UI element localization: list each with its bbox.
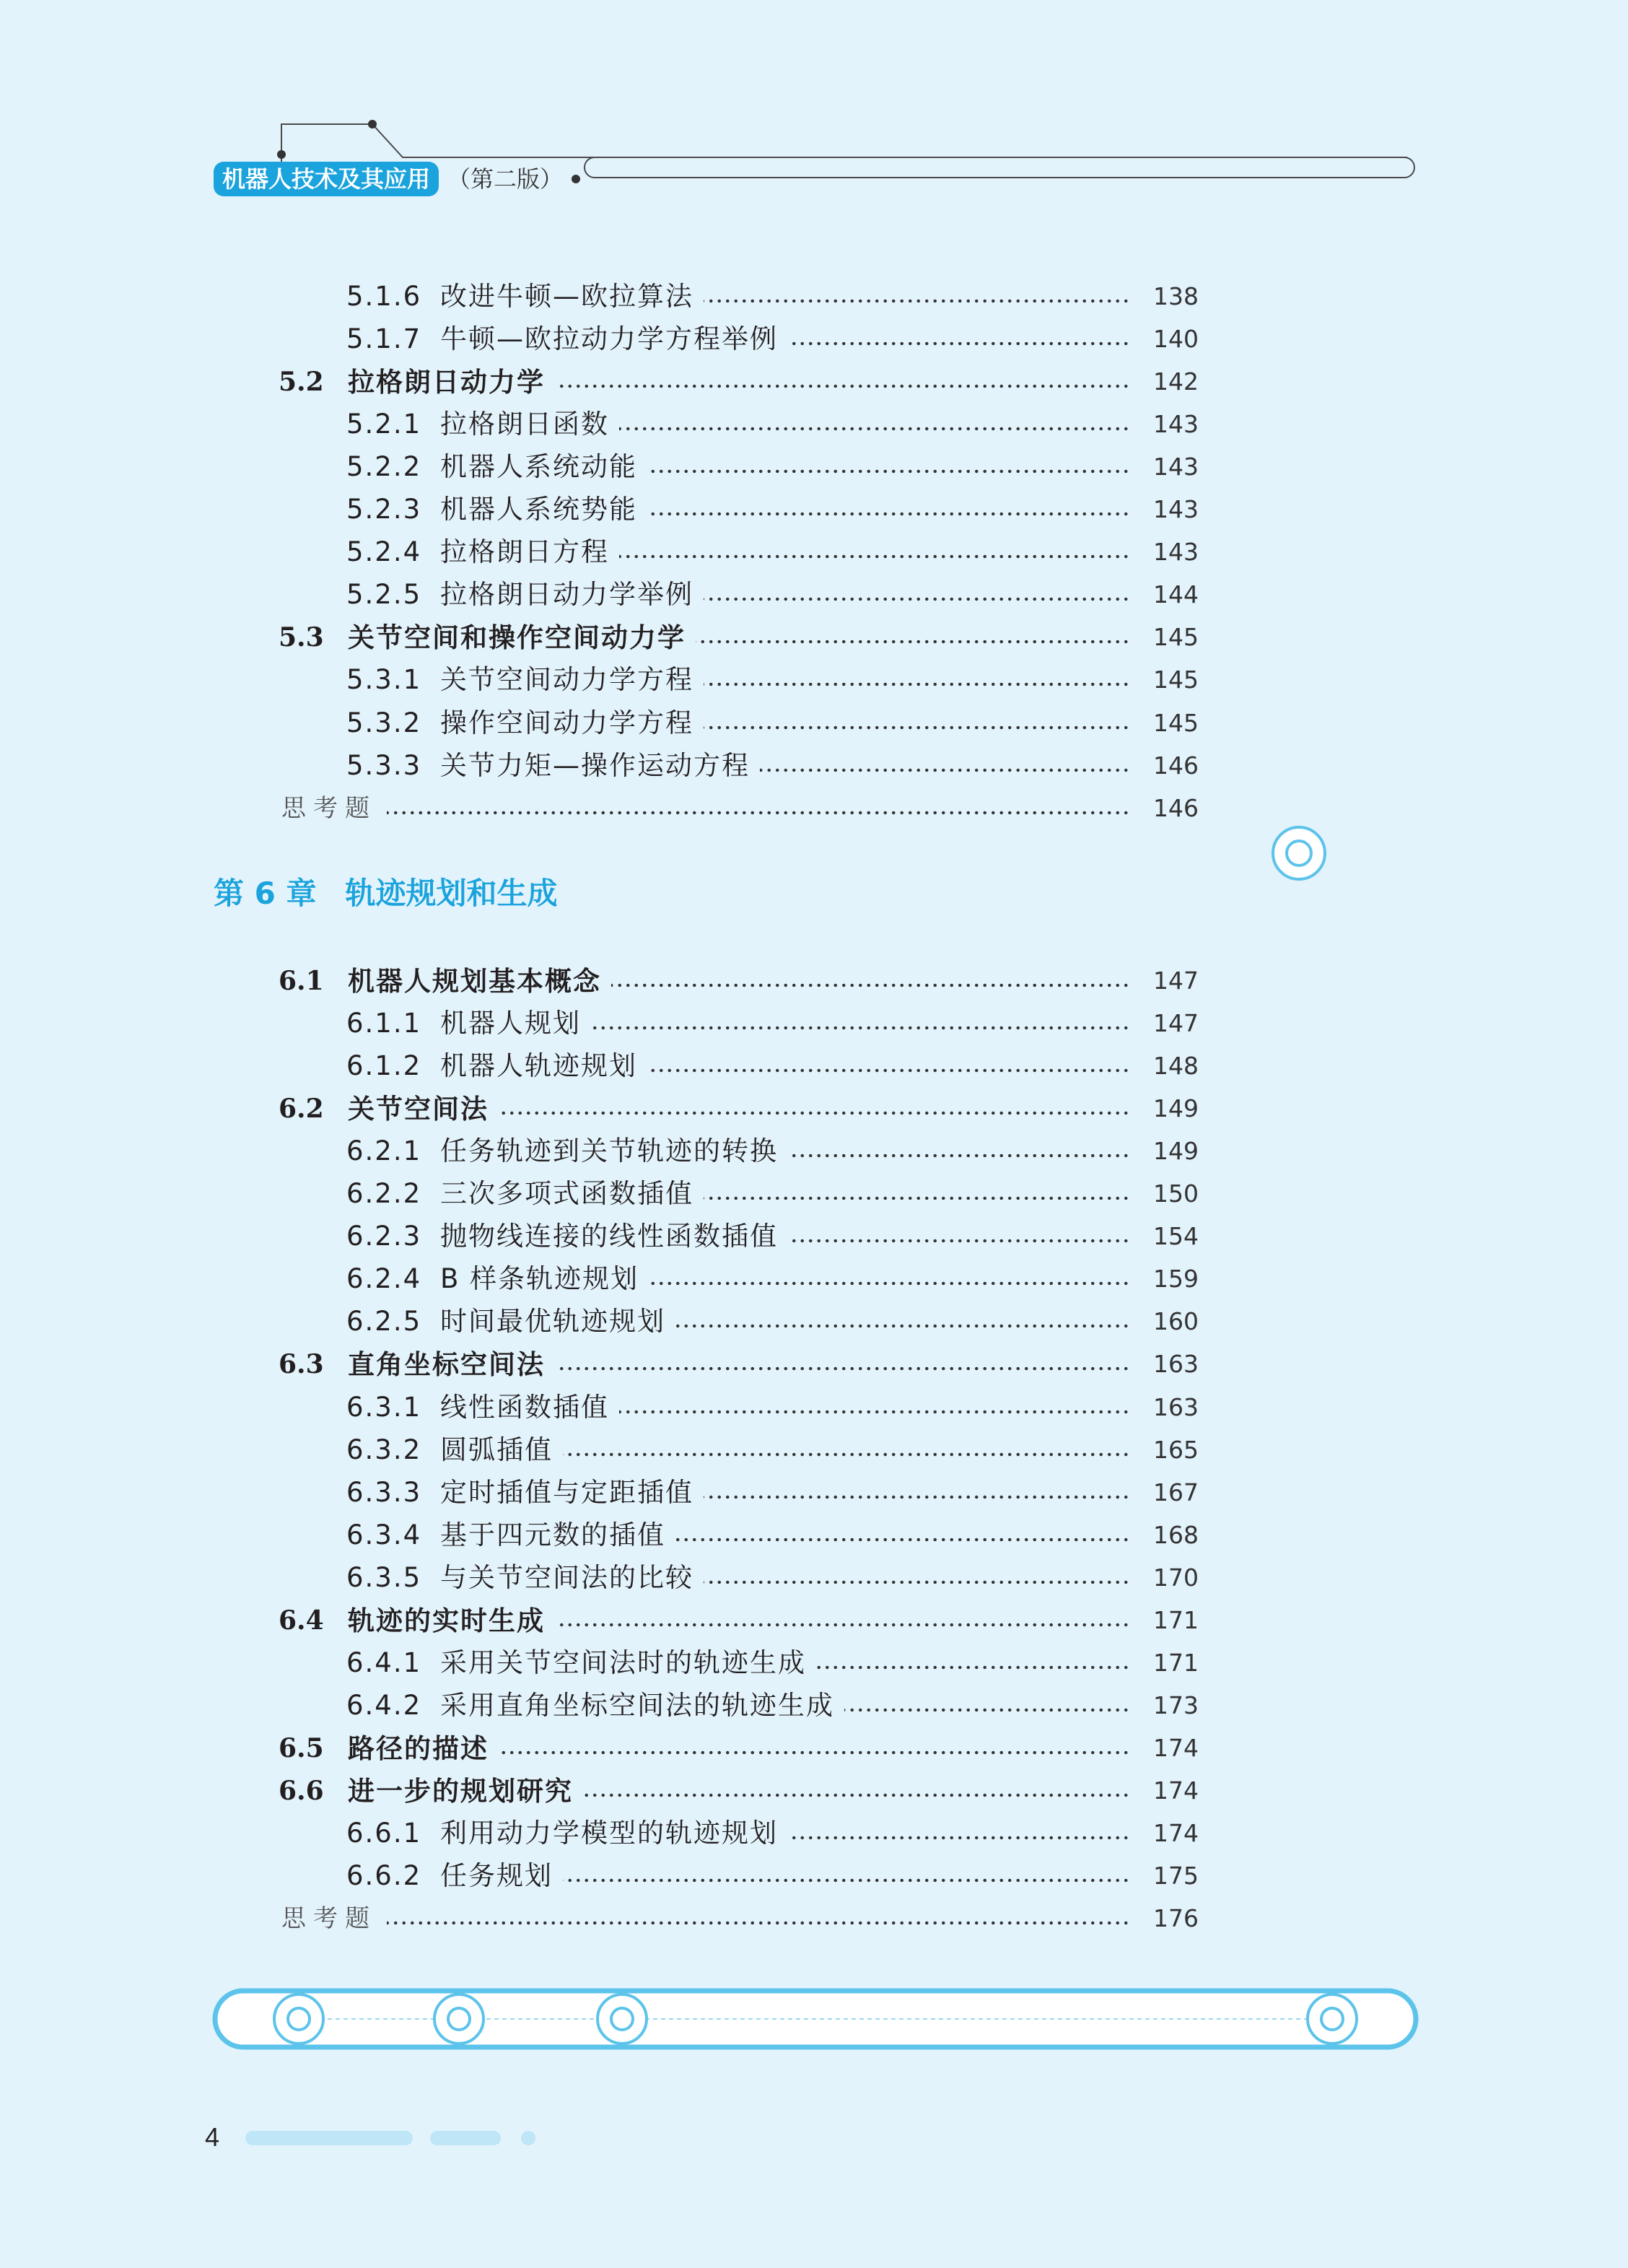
page-number: 4 xyxy=(205,2122,220,2152)
toc-entry-title: 思考题 xyxy=(281,794,377,823)
toc-row xyxy=(0,1773,1628,1809)
running-header xyxy=(209,115,1422,202)
toc-entry-title: 任务规划 xyxy=(440,1860,553,1891)
toc-dot-leader xyxy=(704,1495,1130,1499)
toc-section-number: 6.6 xyxy=(279,1776,324,1806)
toc-section-number: 6.5 xyxy=(279,1733,324,1763)
toc-entry-title: 关节空间和操作空间动力学 xyxy=(348,621,686,653)
toc-page-number: 150 xyxy=(1153,1179,1199,1208)
toc-entry-title: 圆弧插值 xyxy=(440,1434,553,1465)
toc-section-number: 6.4.1 xyxy=(346,1647,422,1678)
toc-dot-leader xyxy=(649,1281,1130,1286)
toc-section-number: 6.2 xyxy=(279,1094,324,1124)
toc-dot-leader xyxy=(619,427,1130,431)
toc-entry-title: 时间最优轨迹规划 xyxy=(440,1306,665,1337)
toc-entry-title: 关节空间法 xyxy=(348,1093,489,1125)
toc-page-number: 146 xyxy=(1153,794,1199,822)
toc-row xyxy=(0,662,1628,698)
toc-page-number: 174 xyxy=(1153,1734,1199,1762)
toc-dot-leader xyxy=(760,768,1130,772)
toc-row xyxy=(0,1176,1628,1212)
toc-section-number: 5.2.4 xyxy=(346,536,422,567)
toc-row xyxy=(0,1304,1628,1340)
toc-dot-leader xyxy=(647,1068,1130,1073)
toc-dot-leader xyxy=(704,597,1130,601)
toc-row xyxy=(0,1730,1628,1766)
toc-row xyxy=(0,1815,1628,1852)
toc-row xyxy=(0,748,1628,784)
toc-entry-title: 基于四元数的插值 xyxy=(440,1519,665,1550)
toc-dot-leader xyxy=(619,1410,1130,1414)
toc-dot-leader xyxy=(788,341,1130,346)
toc-dot-leader xyxy=(816,1665,1130,1670)
toc-entry-title: 抛物线连接的线性函数插值 xyxy=(440,1221,778,1252)
toc-entry-title: 拉格朗日动力学举例 xyxy=(440,579,693,610)
toc-row xyxy=(0,1091,1628,1127)
toc-page-number: 145 xyxy=(1153,623,1199,651)
toc-dot-leader xyxy=(844,1708,1130,1712)
toc-row xyxy=(0,1517,1628,1553)
toc-dot-leader xyxy=(647,469,1130,474)
toc-dot-leader xyxy=(675,1538,1130,1542)
toc-dot-leader xyxy=(555,384,1130,388)
toc-dot-leader xyxy=(704,1196,1130,1200)
toc-dot-leader xyxy=(499,1111,1130,1115)
toc-section-number: 6.1.2 xyxy=(346,1050,422,1081)
toc-entry-title: 采用关节空间法时的轨迹生成 xyxy=(440,1647,806,1678)
toc-section-number: 6.6.2 xyxy=(346,1860,422,1891)
toc-section-number: 6.6.1 xyxy=(346,1818,422,1849)
toc-page-number: 144 xyxy=(1153,580,1199,609)
toc-section-number: 6.4.2 xyxy=(346,1690,422,1721)
toc-entry-title: 进一步的规划研究 xyxy=(348,1775,573,1807)
toc-entry-title: 操作空间动力学方程 xyxy=(440,707,693,738)
toc-section-number: 6.3.2 xyxy=(346,1434,422,1465)
toc-dot-leader xyxy=(555,1623,1130,1627)
toc-dot-leader xyxy=(647,512,1130,516)
toc-entry-title: 与关节空间法的比较 xyxy=(440,1562,693,1593)
toc-page-number: 154 xyxy=(1153,1222,1199,1250)
toc-page-number: 165 xyxy=(1153,1436,1199,1464)
toc-page-number: 143 xyxy=(1153,453,1199,481)
toc-section-number: 5.2.1 xyxy=(346,409,422,440)
toc-dot-leader xyxy=(387,1921,1130,1925)
toc-section-number: 6.1.1 xyxy=(346,1008,422,1039)
toc-row xyxy=(0,1261,1628,1297)
toc-questions-row xyxy=(0,1901,1628,1937)
toc-row xyxy=(0,1688,1628,1724)
toc-section-number: 6.3.4 xyxy=(346,1519,422,1550)
toc-page-number: 148 xyxy=(1153,1052,1199,1080)
toc-row xyxy=(0,1390,1628,1426)
toc-row xyxy=(0,1858,1628,1894)
edition-label: （第二版） xyxy=(447,165,564,193)
toc-page-number: 149 xyxy=(1153,1137,1199,1165)
toc-section-number: 5.2.3 xyxy=(346,494,422,525)
toc-dot-leader xyxy=(387,811,1130,815)
toc-page-number: 147 xyxy=(1153,967,1199,995)
toc-row xyxy=(0,1006,1628,1042)
toc-entry-title: 路径的描述 xyxy=(348,1732,489,1764)
toc-entry-title: 任务轨迹到关节轨迹的转换 xyxy=(440,1135,778,1166)
toc-page-number: 175 xyxy=(1153,1862,1199,1890)
toc-page-number: 170 xyxy=(1153,1563,1199,1592)
toc-entry-title: 机器人规划 xyxy=(440,1008,581,1039)
toc-entry-title: 机器人轨迹规划 xyxy=(440,1050,637,1081)
toc-section-number: 5.2 xyxy=(279,367,324,397)
toc-page-number: 147 xyxy=(1153,1009,1199,1037)
toc-entry-title: 关节力矩—操作运动方程 xyxy=(440,750,750,781)
toc-page-number: 160 xyxy=(1153,1307,1199,1335)
toc-page-number: 140 xyxy=(1153,325,1199,353)
toc-section-number: 6.2.3 xyxy=(346,1221,422,1252)
toc-row xyxy=(0,321,1628,357)
toc-dot-leader xyxy=(583,1793,1130,1797)
chapter-title: 轨迹规划和生成 xyxy=(345,876,558,911)
toc-row xyxy=(0,705,1628,741)
toc-section-number: 5.3 xyxy=(279,622,324,653)
toc-row xyxy=(0,449,1628,485)
toc-dot-leader xyxy=(704,1580,1130,1584)
toc-dot-leader xyxy=(788,1153,1130,1158)
toc-page-number: 168 xyxy=(1153,1521,1199,1549)
toc-entry-title: 机器人系统势能 xyxy=(440,494,637,525)
toc-page-number: 142 xyxy=(1153,367,1199,396)
toc-row xyxy=(0,1645,1628,1681)
toc-entry-title: 直角坐标空间法 xyxy=(348,1348,545,1380)
toc-section-number: 6.3 xyxy=(279,1349,324,1379)
toc-section-number: 5.2.2 xyxy=(346,451,422,482)
decorative-bar-icon xyxy=(209,1986,1422,2051)
toc-page-number: 163 xyxy=(1153,1350,1199,1378)
toc-page-number: 174 xyxy=(1153,1776,1199,1805)
toc-questions-row xyxy=(0,790,1628,826)
book-title-badge: 机器人技术及其应用 xyxy=(214,162,439,196)
toc-row xyxy=(0,1218,1628,1255)
toc-entry-title: 线性函数插值 xyxy=(440,1392,609,1423)
toc-dot-leader xyxy=(788,1239,1130,1243)
toc-section-number: 6.3.3 xyxy=(346,1477,422,1508)
toc-section-number: 5.2.5 xyxy=(346,579,422,610)
toc-page-number: 143 xyxy=(1153,410,1199,438)
toc-entry-title: 机器人系统动能 xyxy=(440,451,637,482)
toc-page-number: 176 xyxy=(1153,1904,1199,1932)
toc-section-number: 6.2.1 xyxy=(346,1135,422,1166)
toc-page-number: 143 xyxy=(1153,495,1199,523)
toc-dot-leader xyxy=(704,682,1130,686)
chapter-label: 第 6 章 xyxy=(214,876,317,911)
toc-entry-title: B 样条轨迹规划 xyxy=(440,1263,639,1294)
toc-entry-title: 利用动力学模型的轨迹规划 xyxy=(440,1818,778,1849)
toc-section-number: 6.3.5 xyxy=(346,1562,422,1593)
toc-entry-title: 采用直角坐标空间法的轨迹生成 xyxy=(440,1690,834,1721)
toc-entry-title: 定时插值与定距插值 xyxy=(440,1477,693,1508)
toc-section-number: 5.3.1 xyxy=(346,664,422,695)
toc-page-number: 145 xyxy=(1153,666,1199,694)
toc-row xyxy=(0,279,1628,315)
toc-section-number: 6.2.2 xyxy=(346,1178,422,1209)
toc-section-number: 5.3.3 xyxy=(346,750,422,781)
toc-entry-title: 机器人规划基本概念 xyxy=(348,965,601,997)
toc-page-number: 167 xyxy=(1153,1478,1199,1506)
toc-page-number: 149 xyxy=(1153,1094,1199,1122)
toc-row xyxy=(0,534,1628,570)
toc-section-number: 5.1.6 xyxy=(346,281,422,312)
toc-dot-leader xyxy=(611,983,1130,987)
toc-row xyxy=(0,963,1628,999)
toc-entry-title: 轨迹的实时生成 xyxy=(348,1605,545,1636)
toc-page-number: 173 xyxy=(1153,1691,1199,1719)
toc-dot-leader xyxy=(563,1878,1130,1883)
toc-row xyxy=(0,492,1628,528)
toc-row xyxy=(0,1432,1628,1468)
toc-dot-leader xyxy=(591,1026,1130,1030)
toc-section-number: 6.3.1 xyxy=(346,1392,422,1423)
toc-dot-leader xyxy=(555,1366,1130,1371)
toc-row xyxy=(0,577,1628,613)
toc-dot-leader xyxy=(563,1452,1130,1457)
toc-dot-leader xyxy=(675,1324,1130,1328)
toc-section-number: 6.2.5 xyxy=(346,1306,422,1337)
toc-row xyxy=(0,1475,1628,1511)
toc-entry-title: 思考题 xyxy=(281,1904,377,1933)
toc-section-number: 5.3.2 xyxy=(346,707,422,738)
toc-page-number: 163 xyxy=(1153,1393,1199,1421)
toc-row xyxy=(0,619,1628,655)
chapter-heading xyxy=(214,872,557,915)
toc-entry-title: 拉格朗日函数 xyxy=(440,409,609,440)
toc-dot-leader xyxy=(788,1836,1130,1840)
toc-page-number: 174 xyxy=(1153,1819,1199,1847)
toc-page-number: 146 xyxy=(1153,751,1199,780)
toc-entry-title: 三次多项式函数插值 xyxy=(440,1178,693,1209)
toc-entry-title: 拉格朗日方程 xyxy=(440,536,609,567)
toc-row xyxy=(0,1346,1628,1382)
toc-page-number: 171 xyxy=(1153,1649,1199,1677)
toc-row xyxy=(0,1048,1628,1084)
toc-page-number: 171 xyxy=(1153,1606,1199,1634)
toc-section-number: 6.1 xyxy=(279,966,324,996)
toc-row xyxy=(0,1602,1628,1639)
toc-dot-leader xyxy=(696,640,1130,644)
toc-dot-leader xyxy=(619,554,1130,559)
toc-page-number: 138 xyxy=(1153,282,1199,310)
toc-row xyxy=(0,364,1628,400)
toc-entry-title: 改进牛顿—欧拉算法 xyxy=(440,281,693,312)
toc-page-number: 145 xyxy=(1153,709,1199,737)
toc-row xyxy=(0,1560,1628,1596)
toc-section-number: 5.1.7 xyxy=(346,323,422,354)
toc-page-number: 143 xyxy=(1153,538,1199,566)
toc-page-number: 159 xyxy=(1153,1265,1199,1293)
ring-ornament-icon xyxy=(1269,823,1329,884)
toc-dot-leader xyxy=(704,299,1130,303)
toc-row xyxy=(0,1133,1628,1169)
toc-row xyxy=(0,406,1628,442)
toc-entry-title: 牛顿—欧拉动力学方程举例 xyxy=(440,323,778,354)
footer-pill-ornament-icon xyxy=(242,2127,546,2148)
toc-section-number: 6.2.4 xyxy=(346,1263,422,1294)
toc-entry-title: 拉格朗日动力学 xyxy=(348,366,545,398)
toc-section-number: 6.4 xyxy=(279,1605,324,1636)
toc-dot-leader xyxy=(499,1750,1130,1755)
toc-dot-leader xyxy=(704,725,1130,730)
toc-entry-title: 关节空间动力学方程 xyxy=(440,664,693,695)
